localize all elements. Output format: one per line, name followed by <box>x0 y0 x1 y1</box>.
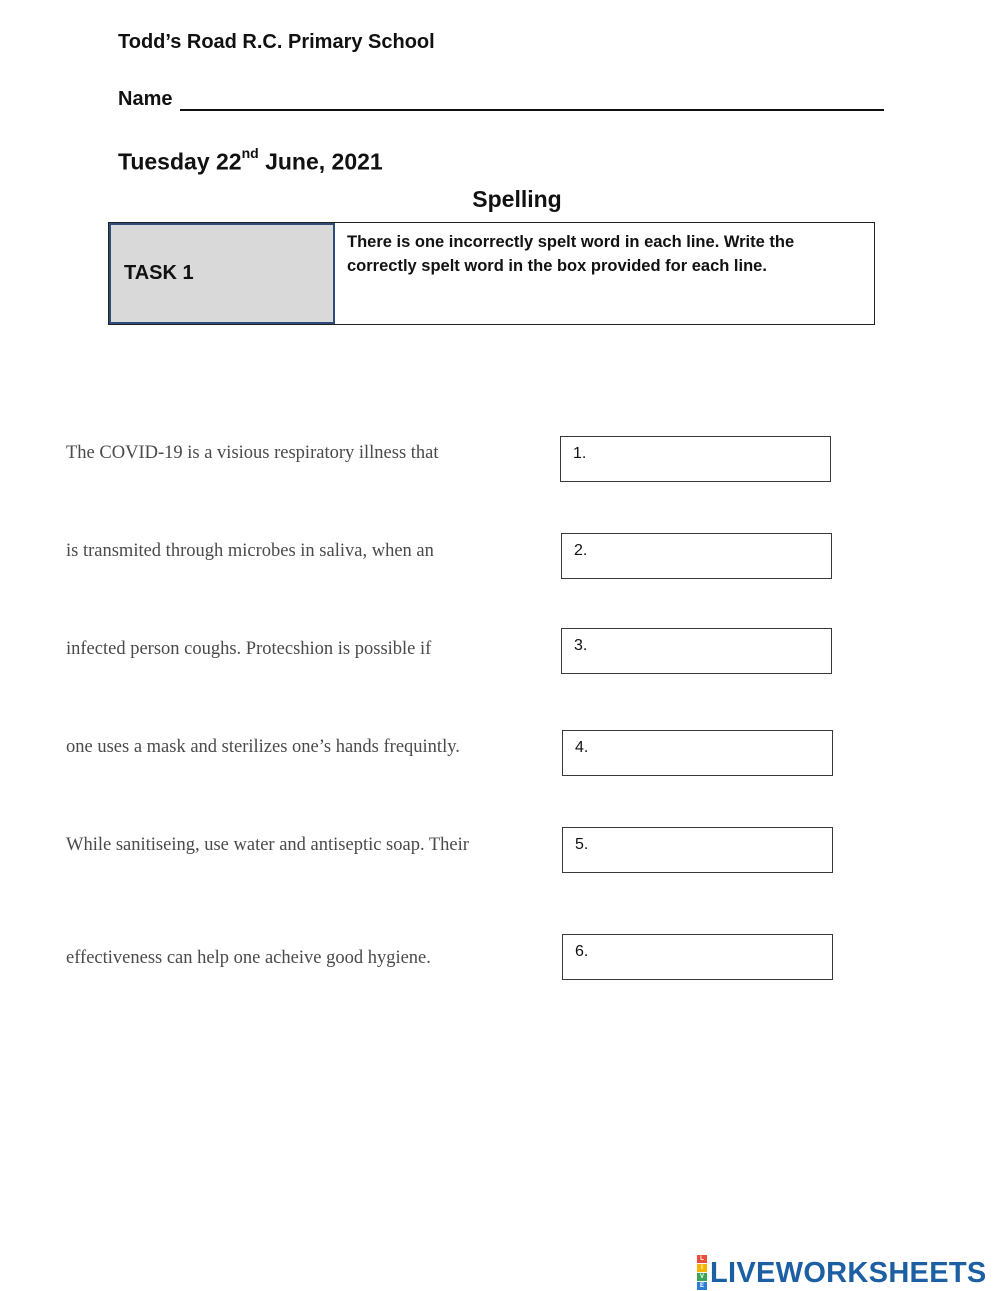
logo-letter-e: E <box>697 1282 707 1290</box>
answer-number-1: 1. <box>573 445 587 462</box>
answer-number-4: 4. <box>575 739 589 756</box>
answer-number-2: 2. <box>574 542 588 559</box>
answer-box-4[interactable] <box>562 730 833 776</box>
logo-letter-v: V <box>697 1273 707 1281</box>
date-suffix: nd <box>241 145 259 161</box>
date-main: Tuesday 22 <box>118 148 242 175</box>
sentence-line-5: While sanitiseing, use water and antiseptic soap. Their <box>66 835 469 855</box>
sentence-line-3: infected person coughs. Protecshion is possible if <box>66 639 432 659</box>
task-instructions: There is one incorrectly spelt word in each line. Write the correctly spelt word in the box provided for each line. <box>347 233 795 275</box>
name-row <box>118 87 884 111</box>
sentence-line-6: effectiveness can help one acheive good hygiene. <box>66 948 431 968</box>
date-rest: June, 2021 <box>258 148 383 175</box>
worksheet-date <box>118 145 383 176</box>
sentence-line-4: one uses a mask and sterilizes one’s hands frequintly. <box>66 737 460 757</box>
logo-letter-l: L <box>697 1255 707 1263</box>
answer-box-3[interactable] <box>561 628 832 674</box>
liveworksheets-logo[interactable] <box>697 1255 987 1291</box>
name-line <box>180 87 884 111</box>
answer-box-6[interactable] <box>562 934 833 980</box>
answer-box-1[interactable] <box>560 436 831 482</box>
logo-text: LIVEWORKSHEETS <box>710 1256 987 1289</box>
answer-number-6: 6. <box>575 943 589 960</box>
name-label: Name <box>118 88 173 110</box>
task-label: TASK 1 <box>109 223 335 324</box>
task-table <box>108 222 875 325</box>
logo-letter-i: I <box>697 1264 707 1272</box>
school-name: Todd’s Road R.C. Primary School <box>118 31 435 53</box>
answer-number-3: 3. <box>574 637 588 654</box>
sentence-line-1: The COVID-19 is a visious respiratory illness that <box>66 443 439 463</box>
answer-number-5: 5. <box>575 836 589 853</box>
answer-box-2[interactable] <box>561 533 832 579</box>
logo-mark-icon <box>697 1255 707 1291</box>
sentence-line-2: is transmited through microbes in saliva, when an <box>66 541 434 561</box>
subject-title: Spelling <box>472 186 562 212</box>
answer-box-5[interactable] <box>562 827 833 873</box>
